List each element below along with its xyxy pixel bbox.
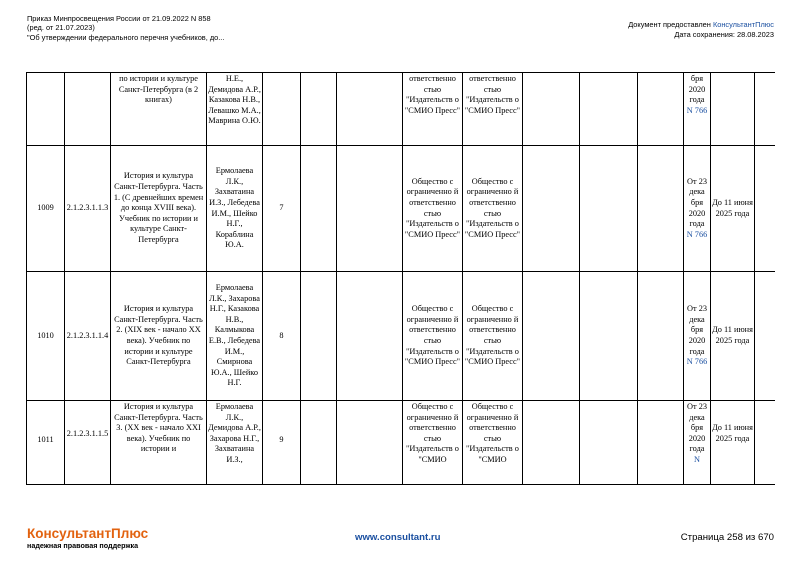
cell-code: 2.1.2.3.1.1.3 [65,146,111,272]
cell-until: До 11 июня 2025 года [711,146,755,272]
order-link[interactable]: N [694,454,700,464]
cell-until: До 11 июня 2025 года [711,272,755,401]
cell-empty [301,401,337,485]
cell-publisher-2: Общество с ограниченно й ответственно стью "Издательств о "СМИО Пресс" [463,146,523,272]
cell-empty [337,401,403,485]
cell-empty [301,272,337,401]
provided-by [628,20,774,30]
cell-empty [755,401,776,485]
cell-empty [523,401,580,485]
cell-empty [523,146,580,272]
cell-publisher: Общество с ограниченно й ответственно стью "Издательств о "СМИО [403,401,463,485]
order-date: От 23 дека бря 2020 года [687,176,707,229]
cell-order [684,73,711,146]
cell-empty [755,272,776,401]
cell-code: 2.1.2.3.1.1.5 [65,401,111,485]
cell-empty [638,401,684,485]
cell-title: История и культура Санкт-Петербурга. Часть 1. (С древнейших времен до конца XVIII века). Учебник по истории и культуре Санкт-Петербурга [111,146,207,272]
cell-title: по истории и культуре Санкт-Петербурга (в 2 книгах) [111,73,207,146]
cell-empty [337,73,403,146]
logo-tagline: надежная правовая поддержка [27,541,139,550]
page-indicator: Страница 258 из 670 [680,532,774,543]
cell-order [684,272,711,401]
table-row [27,401,776,485]
logo-name: КонсультантПлюс [27,526,149,541]
cell-empty [301,146,337,272]
cell-code [65,73,111,146]
order-link[interactable]: N 766 [686,229,708,239]
cell-number: 1010 [27,272,65,401]
order-link[interactable]: N 766 [686,357,708,367]
table-row [27,272,776,401]
document-title-line1: Приказ Минпросвещения России от 21.09.2022 N 858 [27,14,211,23]
cell-authors: Ермолаева Л.К., Захватаина И.З., Лебедева И.М., Шейко Н.Г., Кораблина Ю.А. [207,146,263,272]
cell-number: 1009 [27,146,65,272]
cell-empty [638,272,684,401]
cell-empty [638,73,684,146]
cell-publisher-2: Общество с ограниченно й ответственно стью "Издательств о "СМИО Пресс" [463,272,523,401]
cell-order [684,401,711,485]
cell-authors: Ермолаева Л.К., Демидова А.Р., Захарова Н.Г., Захватаина И.З., [207,401,263,485]
save-date: Дата сохранения: 28.08.2023 [674,29,774,39]
cell-grade [263,73,301,146]
cell-empty [638,146,684,272]
cell-authors: Н.Е., Демидова А.Р., Казакова Н.В., Левашко М.А., Маврина О.Ю. [207,73,263,146]
provider-brand-link[interactable]: КонсультантПлюс [712,20,774,29]
cell-publisher-2: Общество с ограниченно й ответственно стью "Издательств о "СМИО [463,401,523,485]
cell-empty [337,272,403,401]
document-header [27,14,357,42]
cell-until [711,73,755,146]
cell-number: 1011 [27,401,65,485]
cell-publisher-2: ответственно стью "Издательств о "СМИО Пресс" [463,73,523,146]
table-row [27,73,776,146]
table-row [27,146,776,272]
cell-publisher: Общество с ограниченно й ответственно стью "Издательств о "СМИО Пресс" [403,146,463,272]
document-title-line2: (ред. от 21.07.2023) [27,23,95,33]
cell-empty [755,146,776,272]
cell-order [684,146,711,272]
cell-publisher: Общество с ограниченно й ответственно стью "Издательств о "СМИО Пресс" [403,272,463,401]
textbook-table [26,72,775,485]
order-date: бря 2020 года [688,74,706,105]
footer-logo [27,526,148,551]
cell-grade: 8 [263,272,301,401]
cell-grade: 9 [263,401,301,485]
cell-empty [580,401,638,485]
cell-title: История и культура Санкт-Петербурга. Часть 2. (XIX век - начало XX века). Учебник по истории и культуре Санкт-Петербурга [111,272,207,401]
cell-publisher: ответственно стью "Издательств о "СМИО Пресс" [403,73,463,146]
cell-until: До 11 июня 2025 года [711,401,755,485]
order-date: От 23 дека бря 2020 года [687,304,707,356]
cell-empty [301,73,337,146]
cell-authors: Ермолаева Л.К., Захарова Н.Г., Казакова Н.В., Калмыкова Е.В., Лебедева И.М., Смирнова Ю.А., Шейко Н.Г. [207,272,263,401]
cell-empty [580,146,638,272]
cell-title: История и культура Санкт-Петербурга. Часть 3. (XX век - начало XXI века). Учебник по истории и [111,401,207,485]
cell-number [27,73,65,146]
provided-prefix: Документ предоставлен [628,20,713,29]
provider-header [628,20,774,40]
cell-empty [523,272,580,401]
document-title-line3: "Об утверждении федерального перечня учебников, до... [27,32,225,42]
cell-empty [523,73,580,146]
textbook-table-viewport [26,72,775,494]
cell-empty [580,272,638,401]
cell-empty [580,73,638,146]
order-date: От 23 дека бря 2020 года [687,402,707,454]
order-link[interactable]: N 766 [686,105,708,115]
cell-code: 2.1.2.3.1.1.4 [65,272,111,401]
footer-url-link[interactable]: www.consultant.ru [355,532,441,543]
cell-empty [755,73,776,146]
cell-grade: 7 [263,146,301,272]
cell-empty [337,146,403,272]
